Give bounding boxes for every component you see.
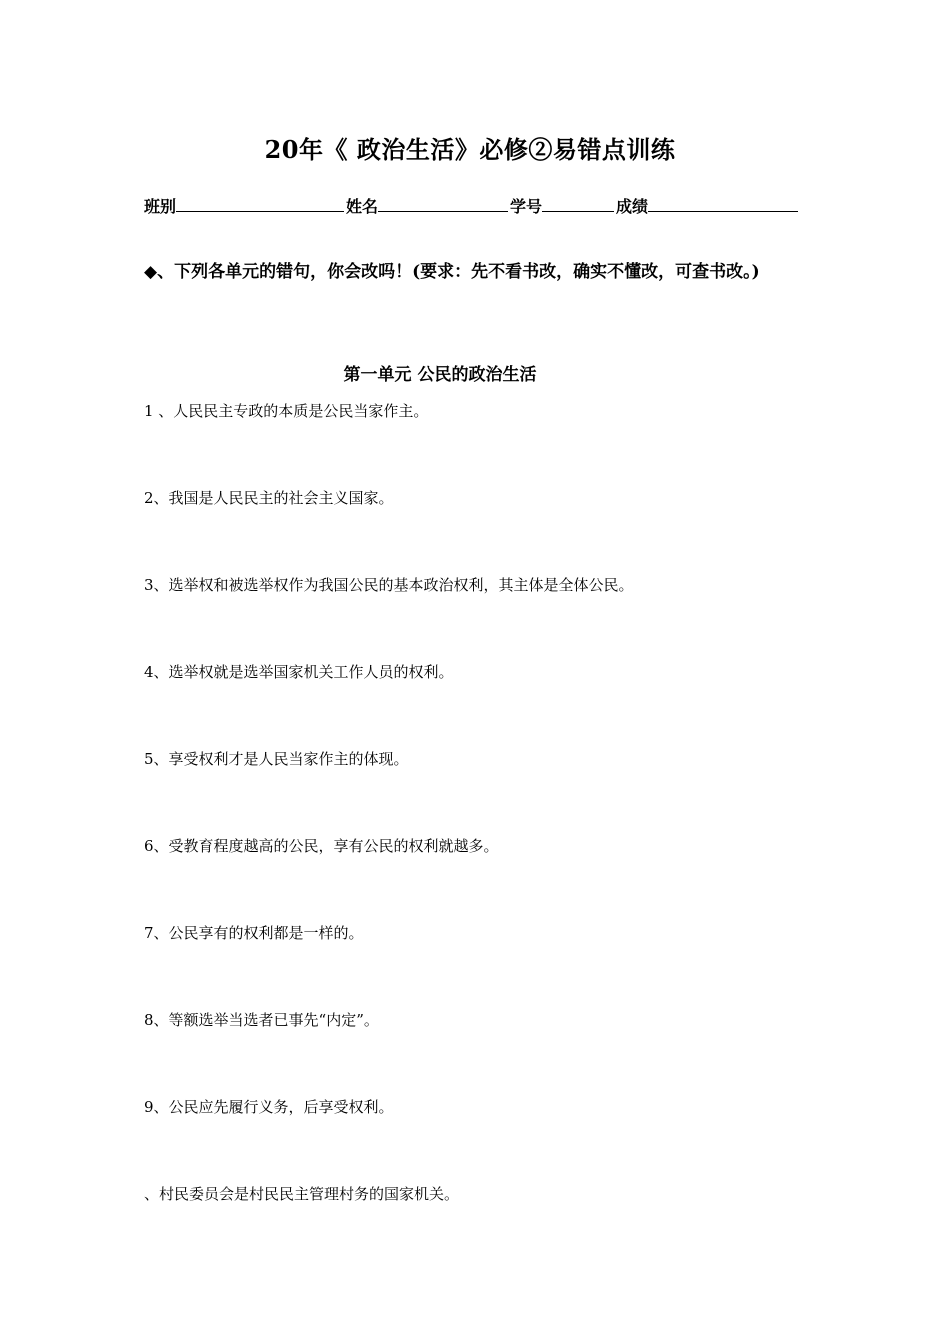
name-blank[interactable] — [378, 197, 508, 212]
score-label: 成绩 — [616, 197, 649, 216]
question-item: 9、公民应先履行义务，后享受权利。 — [144, 1098, 394, 1116]
student-no-label: 学号 — [510, 197, 543, 216]
document-title: 20年《 政治生活》必修②易错点训练 — [264, 135, 676, 164]
class-blank[interactable] — [176, 197, 344, 212]
unit-title: 第一单元 公民的政治生活 — [343, 365, 537, 385]
question-list — [144, 400, 824, 1270]
question-item: 4、选举权就是选举国家机关工作人员的权利。 — [144, 663, 454, 681]
student-no-blank[interactable] — [542, 197, 614, 212]
score-blank[interactable] — [648, 197, 798, 212]
class-label: 班别 — [144, 197, 177, 216]
question-item: 3、选举权和被选举权作为我国公民的基本政治权利，其主体是全体公民。 — [144, 576, 634, 594]
question-item: 5、享受权利才是人民当家作主的体现。 — [144, 750, 409, 768]
unit-title-row — [0, 360, 950, 385]
instruction-text: ◆、下列各单元的错句，你会改吗！(要求：先不看书改，确实不懂改，可查书改。) — [144, 262, 760, 282]
question-item: 、村民委员会是村民民主管理村务的国家机关。 — [144, 1185, 460, 1203]
question-item: 1 、人民民主专政的本质是公民当家作主。 — [144, 402, 429, 420]
question-item: 7、公民享有的权利都是一样的。 — [144, 924, 364, 942]
document-title-row — [0, 130, 950, 165]
question-item: 8、等额选举当选者已事先“内定”。 — [144, 1011, 379, 1029]
question-item: 2、我国是人民民主的社会主义国家。 — [144, 489, 394, 507]
question-item: 6、受教育程度越高的公民，享有公民的权利就越多。 — [144, 837, 499, 855]
name-label: 姓名 — [346, 197, 379, 216]
student-info-line — [144, 194, 824, 217]
